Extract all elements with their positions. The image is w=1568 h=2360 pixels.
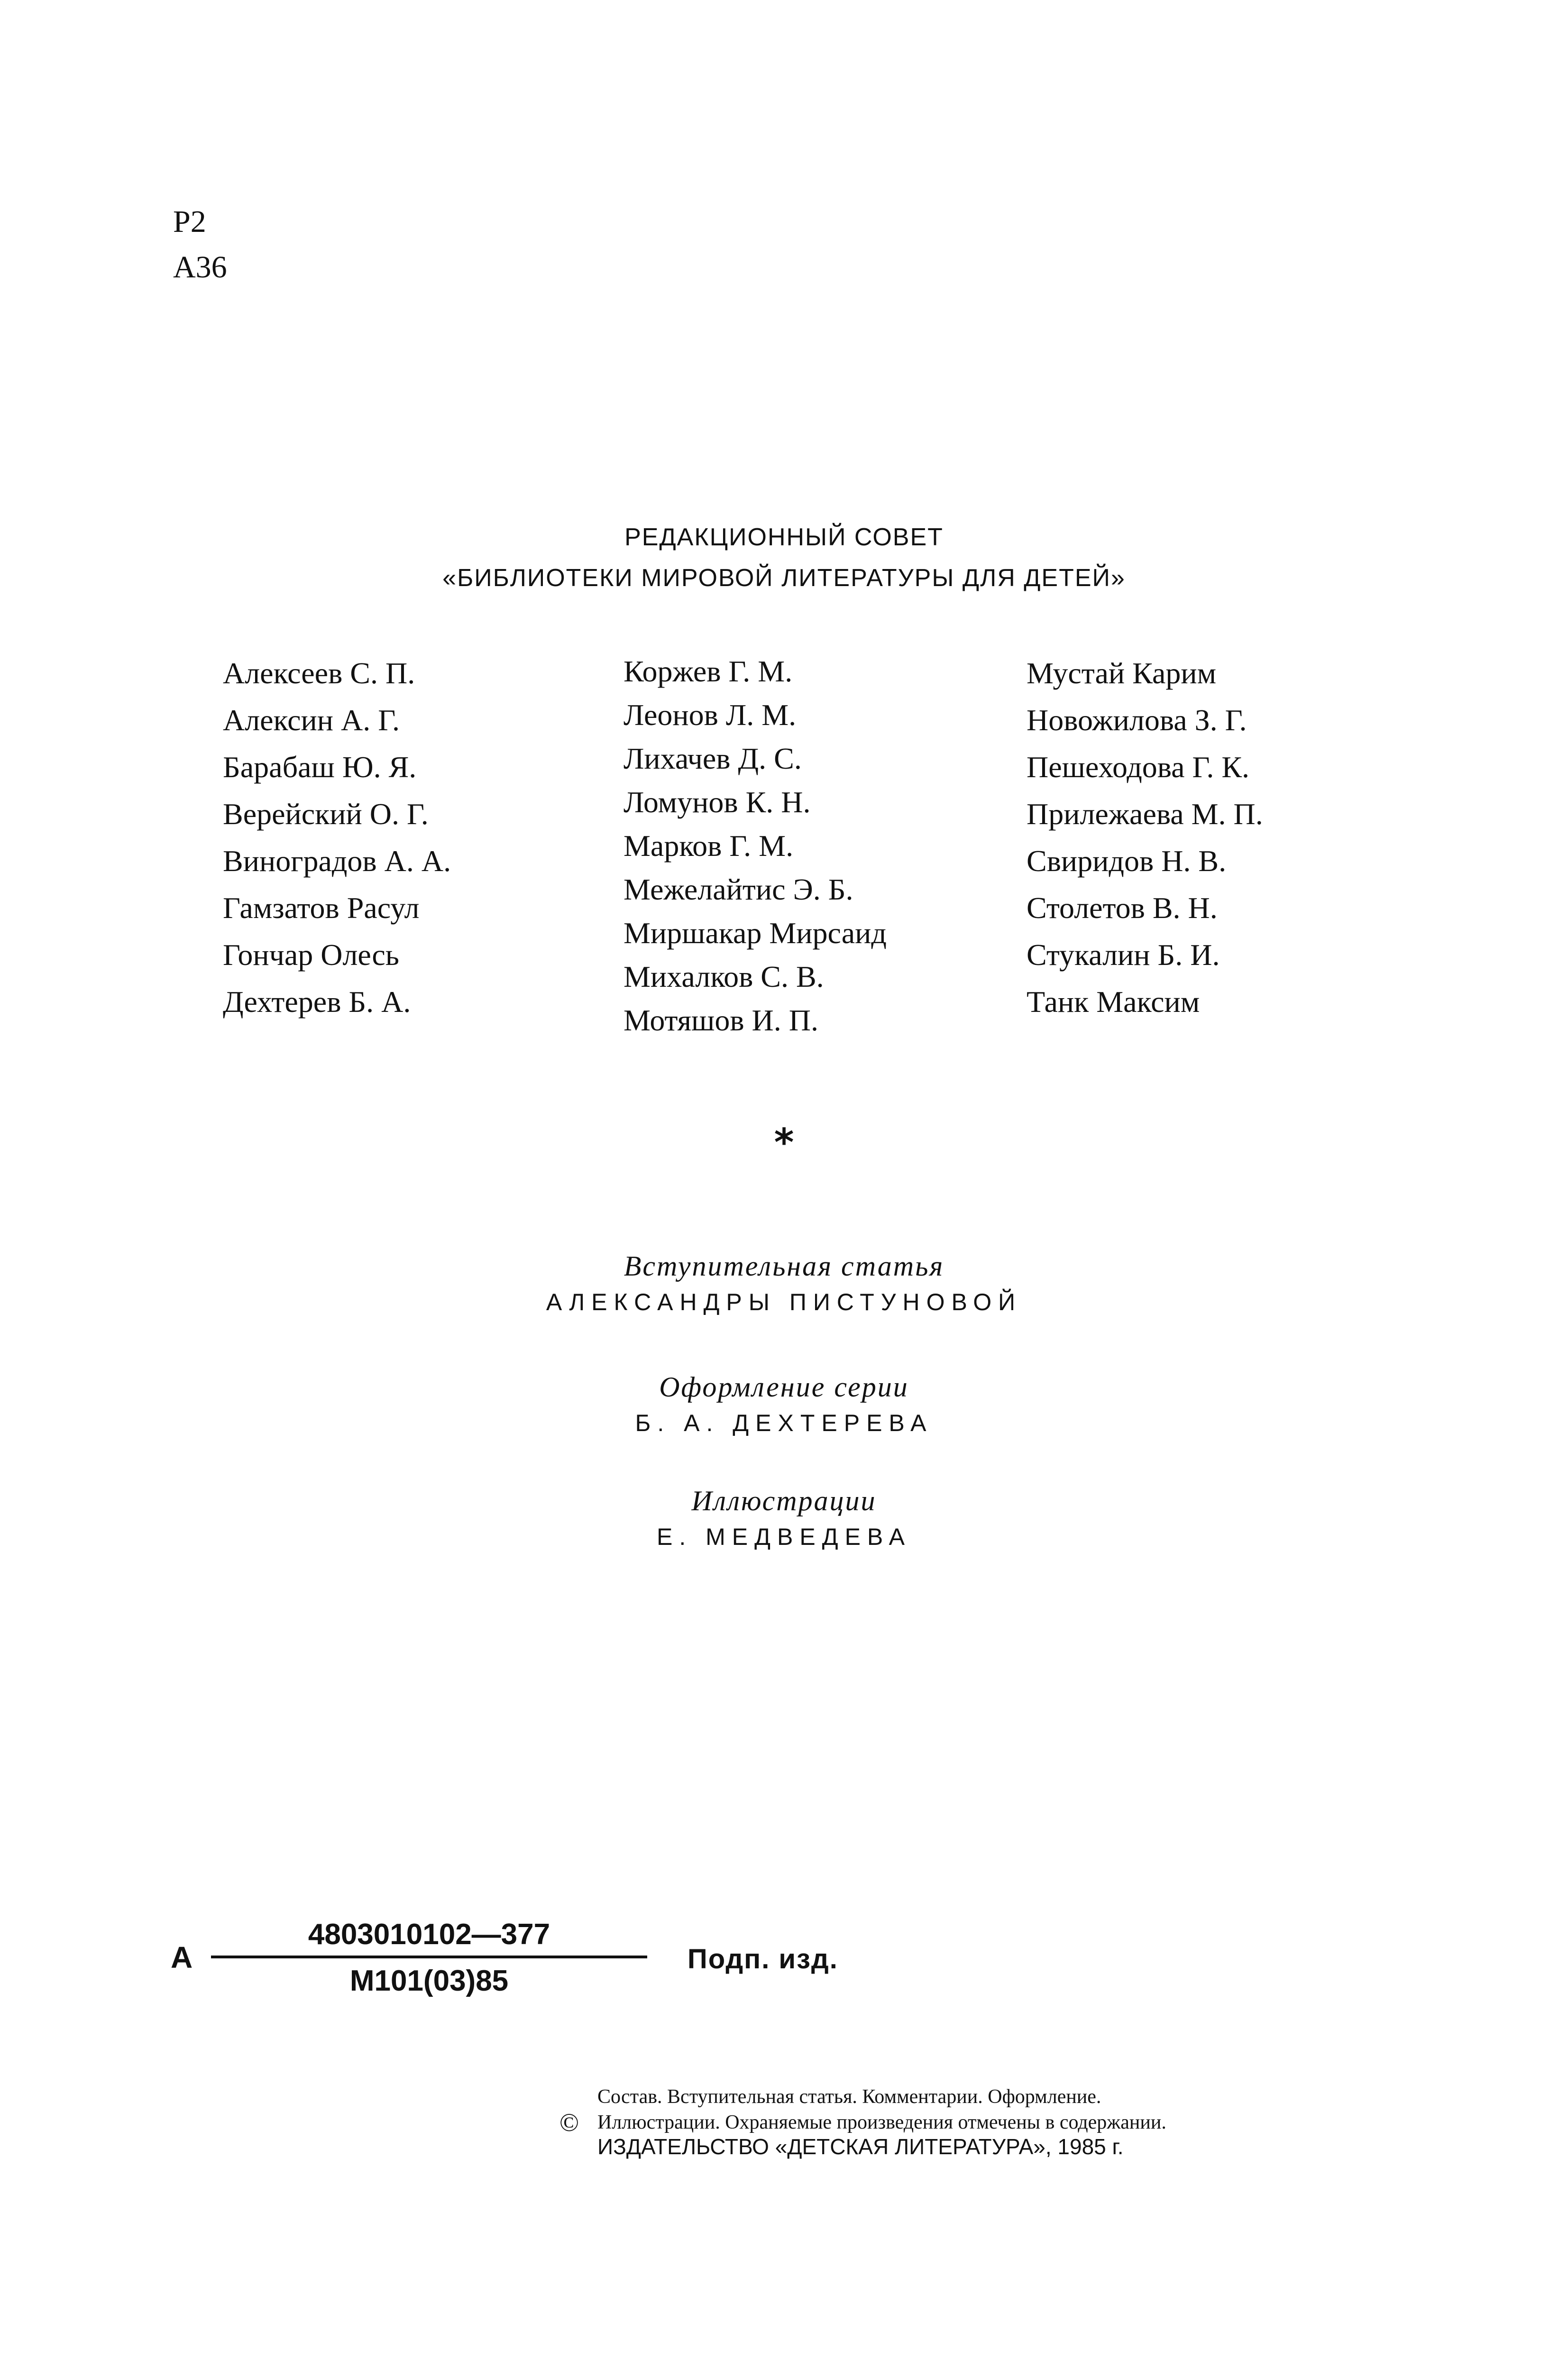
copyright-line-2: Иллюстрации. Охраняемые произведения отмечены в содержании. (597, 2112, 1166, 2133)
council-member: Пешеходова Г. К. (1027, 750, 1249, 784)
council-member: Коржев Г. М. (624, 654, 793, 688)
council-member: Михалков С. В. (624, 960, 824, 993)
subscription-note: Подп. изд. (688, 1944, 838, 1974)
index-denominator: М101(03)85 (349, 1965, 509, 1997)
council-member: Стукалин Б. И. (1027, 938, 1220, 972)
council-member: Мотяшов И. П. (624, 1003, 818, 1037)
council-members-column-2 (624, 650, 887, 1042)
council-member: Прилежаева М. П. (1027, 797, 1263, 831)
classification-line-1: Р2 (173, 204, 206, 239)
copyright-line-2-wrap (559, 2110, 1484, 2135)
council-member: Миршакар Мирсаид (624, 916, 887, 950)
series-design-role: Оформление серии (659, 1371, 909, 1403)
copyright-notice (559, 2084, 1484, 2158)
fraction-line (211, 1956, 647, 1958)
council-member: Дехтерев Б. А. (223, 985, 411, 1019)
classification-line-2: А36 (173, 250, 227, 285)
classification-code (173, 199, 227, 290)
council-member: Виноградов А. А. (223, 844, 451, 878)
council-member: Новожилова З. Г. (1027, 703, 1247, 737)
illustrations-author: Е. МЕДВЕДЕВА (657, 1524, 911, 1550)
council-member: Столетов В. Н. (1027, 891, 1218, 925)
council-member: Леонов Л. М. (624, 698, 797, 732)
intro-article-author: АЛЕКСАНДРЫ ПИСТУНОВОЙ (546, 1289, 1022, 1315)
illustrations-credit (0, 1482, 1568, 1554)
editorial-council-heading (0, 517, 1568, 598)
index-letter: А (171, 1940, 193, 1974)
council-member: Гончар Олесь (223, 938, 399, 972)
council-member: Межелайтис Э. Б. (624, 872, 853, 906)
council-member: Свиридов Н. В. (1027, 844, 1227, 878)
council-member: Мустай Карим (1027, 656, 1217, 690)
council-member: Гамзатов Расул (223, 891, 420, 925)
index-numerator: 4803010102—377 (308, 1918, 550, 1951)
copyright-line-1: Состав. Вступительная статья. Комментарии. Оформление. (597, 2086, 1101, 2108)
council-member: Алексин А. Г. (223, 703, 400, 737)
intro-article-credit (0, 1247, 1568, 1319)
council-member: Алексеев С. П. (223, 656, 415, 690)
publication-index (171, 1916, 838, 2029)
council-member: Ломунов К. Н. (624, 785, 811, 819)
council-member: Танк Максим (1027, 985, 1200, 1019)
library-series-title: «БИБЛИОТЕКИ МИРОВОЙ ЛИТЕРАТУРЫ ДЛЯ ДЕТЕЙ» (442, 564, 1126, 592)
publisher-line: ИЗДАТЕЛЬСТВО «ДЕТСКАЯ ЛИТЕРАТУРА», 1985 г. (597, 2134, 1124, 2159)
editorial-council-title: РЕДАКЦИОННЫЙ СОВЕТ (624, 523, 944, 551)
series-design-author: Б. А. ДЕХТЕРЕВА (635, 1410, 933, 1436)
council-members-column-1 (223, 650, 451, 1025)
council-member: Барабаш Ю. Я. (223, 750, 417, 784)
illustrations-role: Иллюстрации (691, 1485, 877, 1516)
series-design-credit (0, 1368, 1568, 1440)
copyright-icon: © (559, 2108, 579, 2137)
council-member: Марков Г. М. (624, 829, 794, 863)
council-members-column-3 (1027, 650, 1263, 1025)
asterisk-ornament: * (774, 1120, 794, 1165)
council-member: Верейский О. Г. (223, 797, 429, 831)
council-member: Лихачев Д. С. (624, 742, 802, 775)
intro-article-role: Вступительная статья (624, 1250, 944, 1282)
